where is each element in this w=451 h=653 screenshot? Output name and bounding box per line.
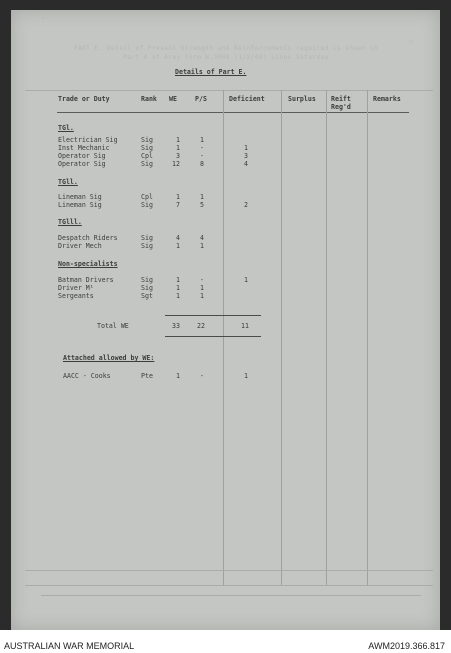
column-divider — [326, 90, 327, 585]
total-bottom-rule — [165, 336, 261, 337]
form-bottom-rule — [25, 585, 433, 586]
row-rank: Sig — [141, 201, 153, 209]
row-we: 1 — [176, 284, 180, 292]
col-deficient: Deficient — [229, 95, 265, 103]
row-ps: 5 — [200, 201, 204, 209]
row-deficient: 1 — [244, 276, 248, 284]
row-trade: Lineman Sig — [58, 201, 102, 209]
row-ps: - — [200, 152, 204, 160]
row-we: 4 — [176, 234, 180, 242]
total-we: 33 — [172, 322, 180, 330]
row-trade: Electrician Sig — [58, 136, 118, 144]
row-we: 3 — [176, 152, 180, 160]
row-rank: Sig — [141, 160, 153, 168]
row-ps: - — [200, 144, 204, 152]
row-trade: Driver M¹ — [58, 284, 94, 292]
row-we: 12 — [172, 160, 180, 168]
row-rank: Sig — [141, 136, 153, 144]
row-trade: Batman Drivers — [58, 276, 114, 284]
row-we: 1 — [176, 242, 180, 250]
col-we: WE — [169, 95, 177, 103]
archive-credit: AUSTRALIAN WAR MEMORIAL — [4, 641, 135, 651]
col-reinforcements: Reift Reg'd — [331, 95, 351, 111]
col-remarks: Remarks — [373, 95, 401, 103]
column-divider — [281, 90, 282, 585]
row-rank: Sig — [141, 276, 153, 284]
row-trade: Sergeants — [58, 292, 94, 300]
hole-punch-mark: ○ — [409, 38, 414, 45]
row-trade: Operator Sig — [58, 152, 106, 160]
row-rank: Cpl — [141, 152, 153, 160]
row-we: 7 — [176, 201, 180, 209]
form-bottom-rule — [25, 570, 433, 571]
row-ps: - — [200, 276, 204, 284]
row-we: 1 — [176, 292, 180, 300]
col-trade: Trade or Duty — [58, 95, 110, 103]
row-deficient: 1 — [244, 372, 248, 380]
row-rank: Sig — [141, 242, 153, 250]
attached-label: Attached allowed by WE: — [63, 354, 155, 362]
row-ps: 8 — [200, 160, 204, 168]
row-trade: Lineman Sig — [58, 193, 102, 201]
col-surplus: Surplus — [288, 95, 316, 103]
row-we: 1 — [176, 136, 180, 144]
section-label: TGl. — [58, 124, 74, 132]
row-trade: Driver Mech — [58, 242, 102, 250]
col-ps: P/S — [195, 95, 207, 103]
header-top-rule — [25, 90, 433, 91]
faint-printed-header: PART E. Detail of Present Strength and Reinforcements required is shown in Part A of Army Form W.3008 (1/2/40) Lines Saturday — [73, 45, 379, 61]
row-trade: Despatch Riders — [58, 234, 118, 242]
row-rank: Sig — [141, 144, 153, 152]
row-ps: 1 — [200, 292, 204, 300]
row-we: 1 — [176, 372, 180, 380]
row-ps: 1 — [200, 136, 204, 144]
accession-number: AWM2019.366.817 — [368, 641, 445, 651]
total-ps: 22 — [197, 322, 205, 330]
row-rank: Cpl — [141, 193, 153, 201]
row-we: 1 — [176, 276, 180, 284]
page-title: Details of Part E. — [175, 68, 247, 76]
row-we: 1 — [176, 193, 180, 201]
column-divider — [223, 90, 224, 585]
section-label: Non-specialists — [58, 260, 118, 268]
form-bottom-rule — [41, 595, 421, 596]
row-rank: Sgt — [141, 292, 153, 300]
row-deficient: 2 — [244, 201, 248, 209]
row-trade: Inst Mechanic — [58, 144, 110, 152]
row-rank: Sig — [141, 234, 153, 242]
row-rank: Pte — [141, 372, 153, 380]
column-divider — [367, 90, 368, 585]
row-rank: Sig — [141, 284, 153, 292]
section-label: TGll. — [58, 178, 78, 186]
total-label: Total WE — [97, 322, 129, 330]
header-rule — [57, 112, 409, 113]
row-ps: 1 — [200, 242, 204, 250]
row-deficient: 3 — [244, 152, 248, 160]
row-we: 1 — [176, 144, 180, 152]
hole-punch-mark: • — [41, 16, 46, 23]
row-ps: 4 — [200, 234, 204, 242]
row-ps: 1 — [200, 284, 204, 292]
row-trade: AACC - Cooks — [63, 372, 111, 380]
row-trade: Operator Sig — [58, 160, 106, 168]
total-top-rule — [165, 315, 261, 316]
row-deficient: 1 — [244, 144, 248, 152]
row-ps: 1 — [200, 193, 204, 201]
total-deficient: 11 — [241, 322, 249, 330]
document-page — [11, 10, 440, 630]
section-label: TGlll. — [58, 218, 82, 226]
col-rank: Rank — [141, 95, 157, 103]
row-ps: - — [200, 372, 204, 380]
row-deficient: 4 — [244, 160, 248, 168]
